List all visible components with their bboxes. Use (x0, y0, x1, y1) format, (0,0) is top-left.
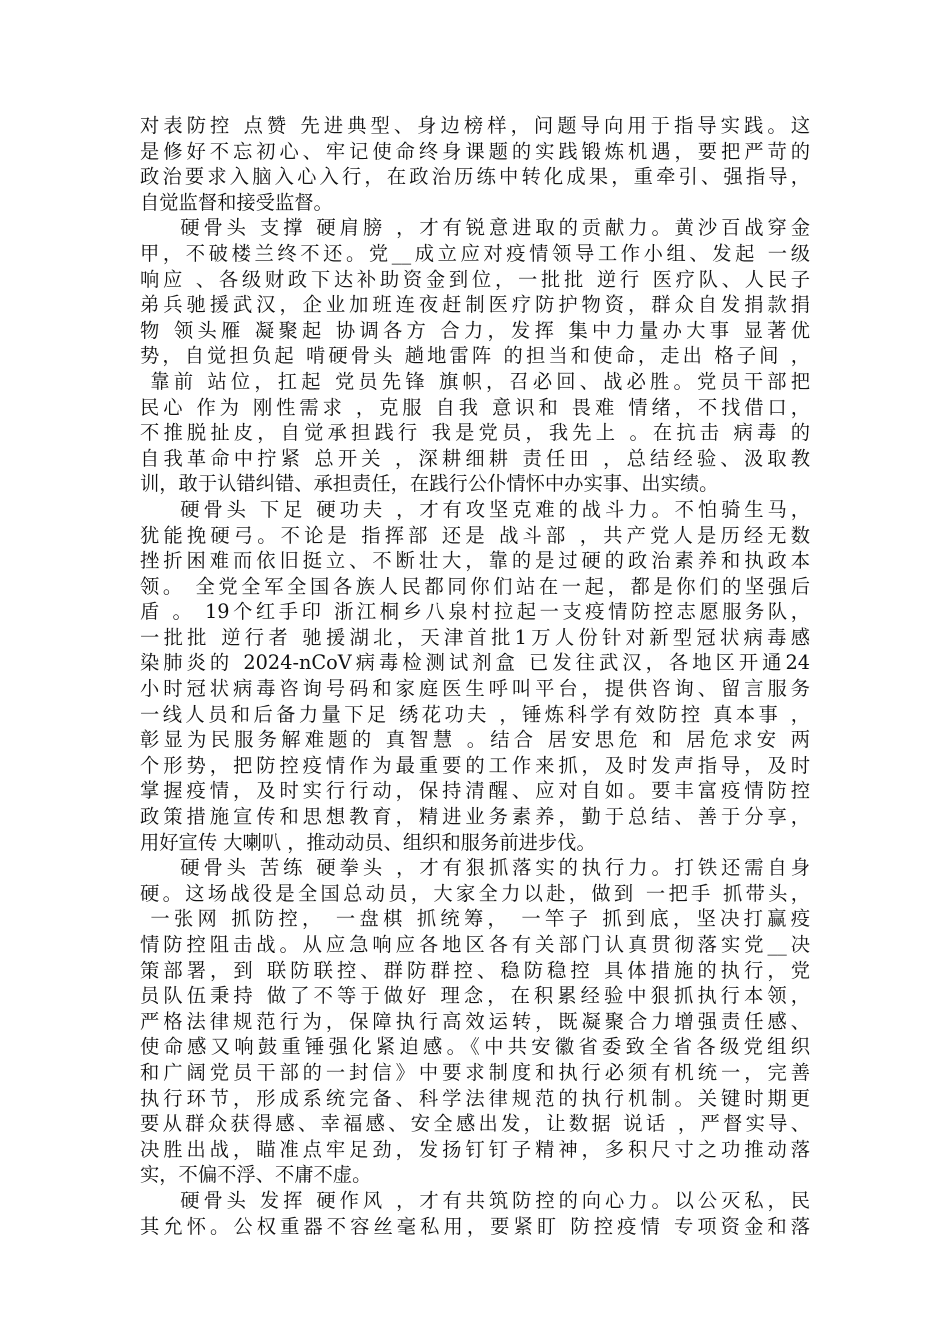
text-line: 染肺炎的 2024-nCoV病毒检测试剂盒 已发往武汉，各地区开通24 (140, 651, 810, 675)
text-line: 决胜出战，瞄准点牢足劲，发扬钉钉子精神，多积尺寸之功推动落 (140, 1137, 810, 1161)
text-line: 自觉监督和接受监督。 (140, 190, 333, 214)
text-line: 策部署，到 联防联控、群防群控、稳防稳控 具体措施的执行，党 (140, 958, 810, 982)
text-line: 一批批 逆行者 驰援湖北，天津首批1万人份针对新型冠状病毒感 (140, 625, 810, 649)
text-line: 硬骨头 下足 硬功夫 ，才有攻坚克难的战斗力。不怕骑生马， (140, 497, 810, 521)
text-line: 硬骨头 支撑 硬肩膀 ，才有锐意进取的贡献力。黄沙百战穿金 (140, 216, 810, 240)
text-line: 掌握疫情，及时实行行动，保持清醒、应对自如。要丰富疫情防控 (140, 779, 810, 803)
text-line: 使命感又响鼓重锤强化紧迫感。《中共安徽省委致全省各级党组织 (140, 1035, 810, 1059)
text-line: 用好宣传 大喇叭 ，推动动员、组织和服务前进步伐。 (140, 830, 596, 854)
text-line: 其允怀。公权重器不容丝毫私用，要紧盯 防控疫情 专项资金和落 (140, 1214, 810, 1238)
text-line: 不推脱扯皮，自觉承担践行 我是党员，我先上 。在抗击 病毒 的 (140, 421, 810, 445)
text-line: 犹能挽硬弓。不论是 指挥部 还是 战斗部 ，共产党人是历经无数 (140, 523, 810, 547)
text-line: 彰显为民服务解难题的 真智慧 。结合 居安思危 和 居危求安 两 (140, 728, 810, 752)
text-line: 政策措施宣传和思想教育，精进业务素养，勤于总结、善于分享， (140, 805, 810, 829)
text-line: 靠前 站位，扛起 党员先锋 旗帜，召必回、战必胜。党员干部把 (140, 369, 810, 393)
text-line: 政治要求入脑入心入行，在政治历练中转化成果，重牵引、强指导， (140, 165, 810, 189)
text-line: 自我革命中拧紧 总开关 ，深耕细耕 责任田 ，总结经验、汲取教 (140, 446, 810, 470)
text-line: 领。 全党全军全国各族人民都同你们站在一起，都是你们的坚强后 (140, 574, 810, 598)
text-line: 硬骨头 发挥 硬作风 ，才有共筑防控的向心力。以公灭私，民 (140, 1188, 810, 1212)
text-line: 挫折困难而依旧挺立、不断壮大，靠的是过硬的政治素养和执政本 (140, 549, 810, 573)
text-line: 要从群众获得感、幸福感、安全感出发，让数据 说话 ，严督实导、 (140, 1112, 810, 1136)
text-line: 训，敢于认错纠错、承担责任，在践行公仆情怀中办实事、出实绩。 (140, 472, 719, 496)
text-line: 硬骨头 苦练 硬拳头 ，才有狠抓落实的执行力。打铁还需自身 (140, 856, 810, 880)
text-line: 响应 、各级财政下达补助资金到位，一批批 逆行 医疗队、人民子 (140, 267, 810, 291)
text-line: 物 领头雁 凝聚起 协调各方 合力，发挥 集中力量办大事 显著优 (140, 318, 810, 342)
text-line: 和广阔党员干部的一封信》中要求制度和执行必须有机统一，完善 (140, 1060, 810, 1084)
text-line: 势，自觉担负起 啃硬骨头 趟地雷阵 的担当和使命，走出 格子间 ， (140, 344, 810, 368)
text-line: 严格法律规范行为，保障执行高效运转，既凝聚合力增强责任感、 (140, 1009, 810, 1033)
text-line: 情防控阻击战。从应急响应各地区各有关部门认真贯彻落实党__决 (140, 933, 810, 956)
text-line: 硬。这场战役是全国总动员，大家全力以赴，做到 一把手 抓带头， (140, 881, 810, 905)
text-line: 个形势，把防控疫情作为最重要的工作来抓，及时发声指导，及时 (140, 753, 810, 777)
text-line: 小时冠状病毒咨询号码和家庭医生呼叫平台，提供咨询、留言服务 (140, 677, 810, 701)
text-line: 甲，不破楼兰终不还。党__成立应对疫情领导工作小组、发起 一级 (140, 241, 810, 265)
document-body (140, 113, 810, 1239)
text-line: 一张网 抓防控， 一盘棋 抓统筹， 一竿子 抓到底，坚决打赢疫 (140, 907, 810, 931)
text-line: 对表防控 点赞 先进典型、身边榜样，问题导向用于指导实践。这 (140, 114, 810, 137)
text-line: 盾 。 19个红手印 浙江桐乡八泉村拉起一支疫情防控志愿服务队， (140, 600, 810, 624)
text-line: 执行环节，形成系统完备、科学法律规范的执行机制。关键时期更 (140, 1086, 810, 1110)
text-line: 弟兵驰援武汉，企业加班连夜赶制医疗防护物资，群众自发捐款捐 (140, 293, 810, 317)
text-line: 民心 作为 刚性需求 ，克服 自我 意识和 畏难 情绪，不找借口， (140, 395, 810, 419)
text-line: 是修好不忘初心、牢记使命终身课题的实践锻炼机遇，要把严苛的 (140, 139, 810, 163)
text-line: 员队伍秉持 做了不等于做好 理念，在积累经验中狠抓执行本领， (140, 984, 810, 1008)
text-line: 一线人员和后备力量下足 绣花功夫 ，锤炼科学有效防控 真本事 ， (140, 702, 810, 726)
text-line: 实，不偏不浮、不庸不虚。 (140, 1163, 372, 1187)
